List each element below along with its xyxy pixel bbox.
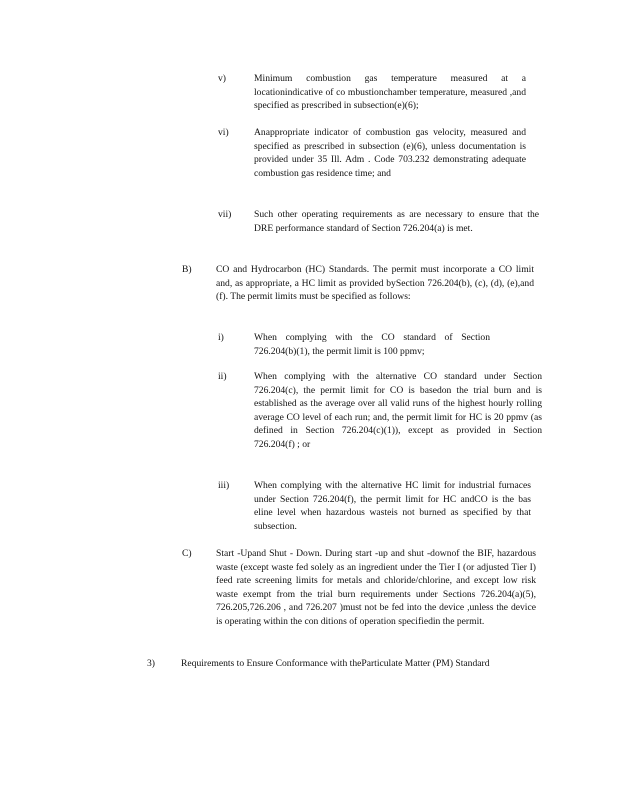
item-number: 3) — [147, 658, 155, 669]
item-number: vii) — [218, 209, 232, 220]
item-number: B) — [182, 264, 192, 275]
item-text: When complying with the alternative HC limit for industrial furnaces under Section 726.204(f), the permit limit for HC andCO is the bas eline level when hazardous wasteis not burned as specified by that subsection. — [254, 480, 531, 532]
item-text: Start -Upand Shut - Down. During start -up and shut -downof the BIF, hazardous waste (except waste fed solely as an ingredient under the Tier I (or adjusted Tier I) feed rate screening limits for metals and chloride/chlorine, and except low risk waste exempt from the trial burn requirements under Sections 726.204(a)(5), 726.205,726.206 , and 726.207 )must not be fed into the device ,unless the device is operating within the con ditions of operation specifiedin the permit. — [216, 548, 536, 627]
item-number: i) — [218, 332, 224, 343]
item-text: Minimum combustion gas temperature measured at a locationindicative of co mbustionchamber temperature, measured ,and specified as prescribed in subsection(e)(6); — [254, 73, 526, 112]
item-number: C) — [182, 548, 192, 559]
item-number: ii) — [218, 371, 227, 382]
item-text: When complying with the alternative CO standard under Section 726.204(c), the permit limit for CO is basedon the trial burn and is established as the average over all valid runs of the highest hourly rolling average CO level of each run; and, the permit limit for HC is 20 ppmv (as defined in Section 726.204(c)(1)), except as provided in Section 726.204(f) ; or — [254, 371, 542, 450]
item-number: iii) — [218, 480, 230, 491]
item-text: Such other operating requirements as are necessary to ensure that the DRE performance standard of Section 726.204(a) is met. — [254, 209, 539, 234]
item-number: v) — [218, 73, 226, 84]
item-text: Anappropriate indicator of combustion gas velocity, measured and specified as prescribed in subsection (e)(6), unless documentation is provided under 35 Ill. Adm . Code 703.232 demonstrating adequate combustion gas residence time; and — [254, 127, 526, 179]
item-text: CO and Hydrocarbon (HC) Standards. The permit must incorporate a CO limit and, as appropriate, a HC limit as provided bySection 726.204(b), (c), (d), (e),and (f). The permit limits must be specified as follows: — [216, 264, 534, 303]
item-text: When complying with the CO standard of Section 726.204(b)(1), the permit limit is 100 ppmv; — [254, 332, 490, 357]
item-text: Requirements to Ensure Conformance with theParticulate Matter (PM) Standard — [181, 658, 490, 669]
item-number: vi) — [218, 127, 229, 138]
